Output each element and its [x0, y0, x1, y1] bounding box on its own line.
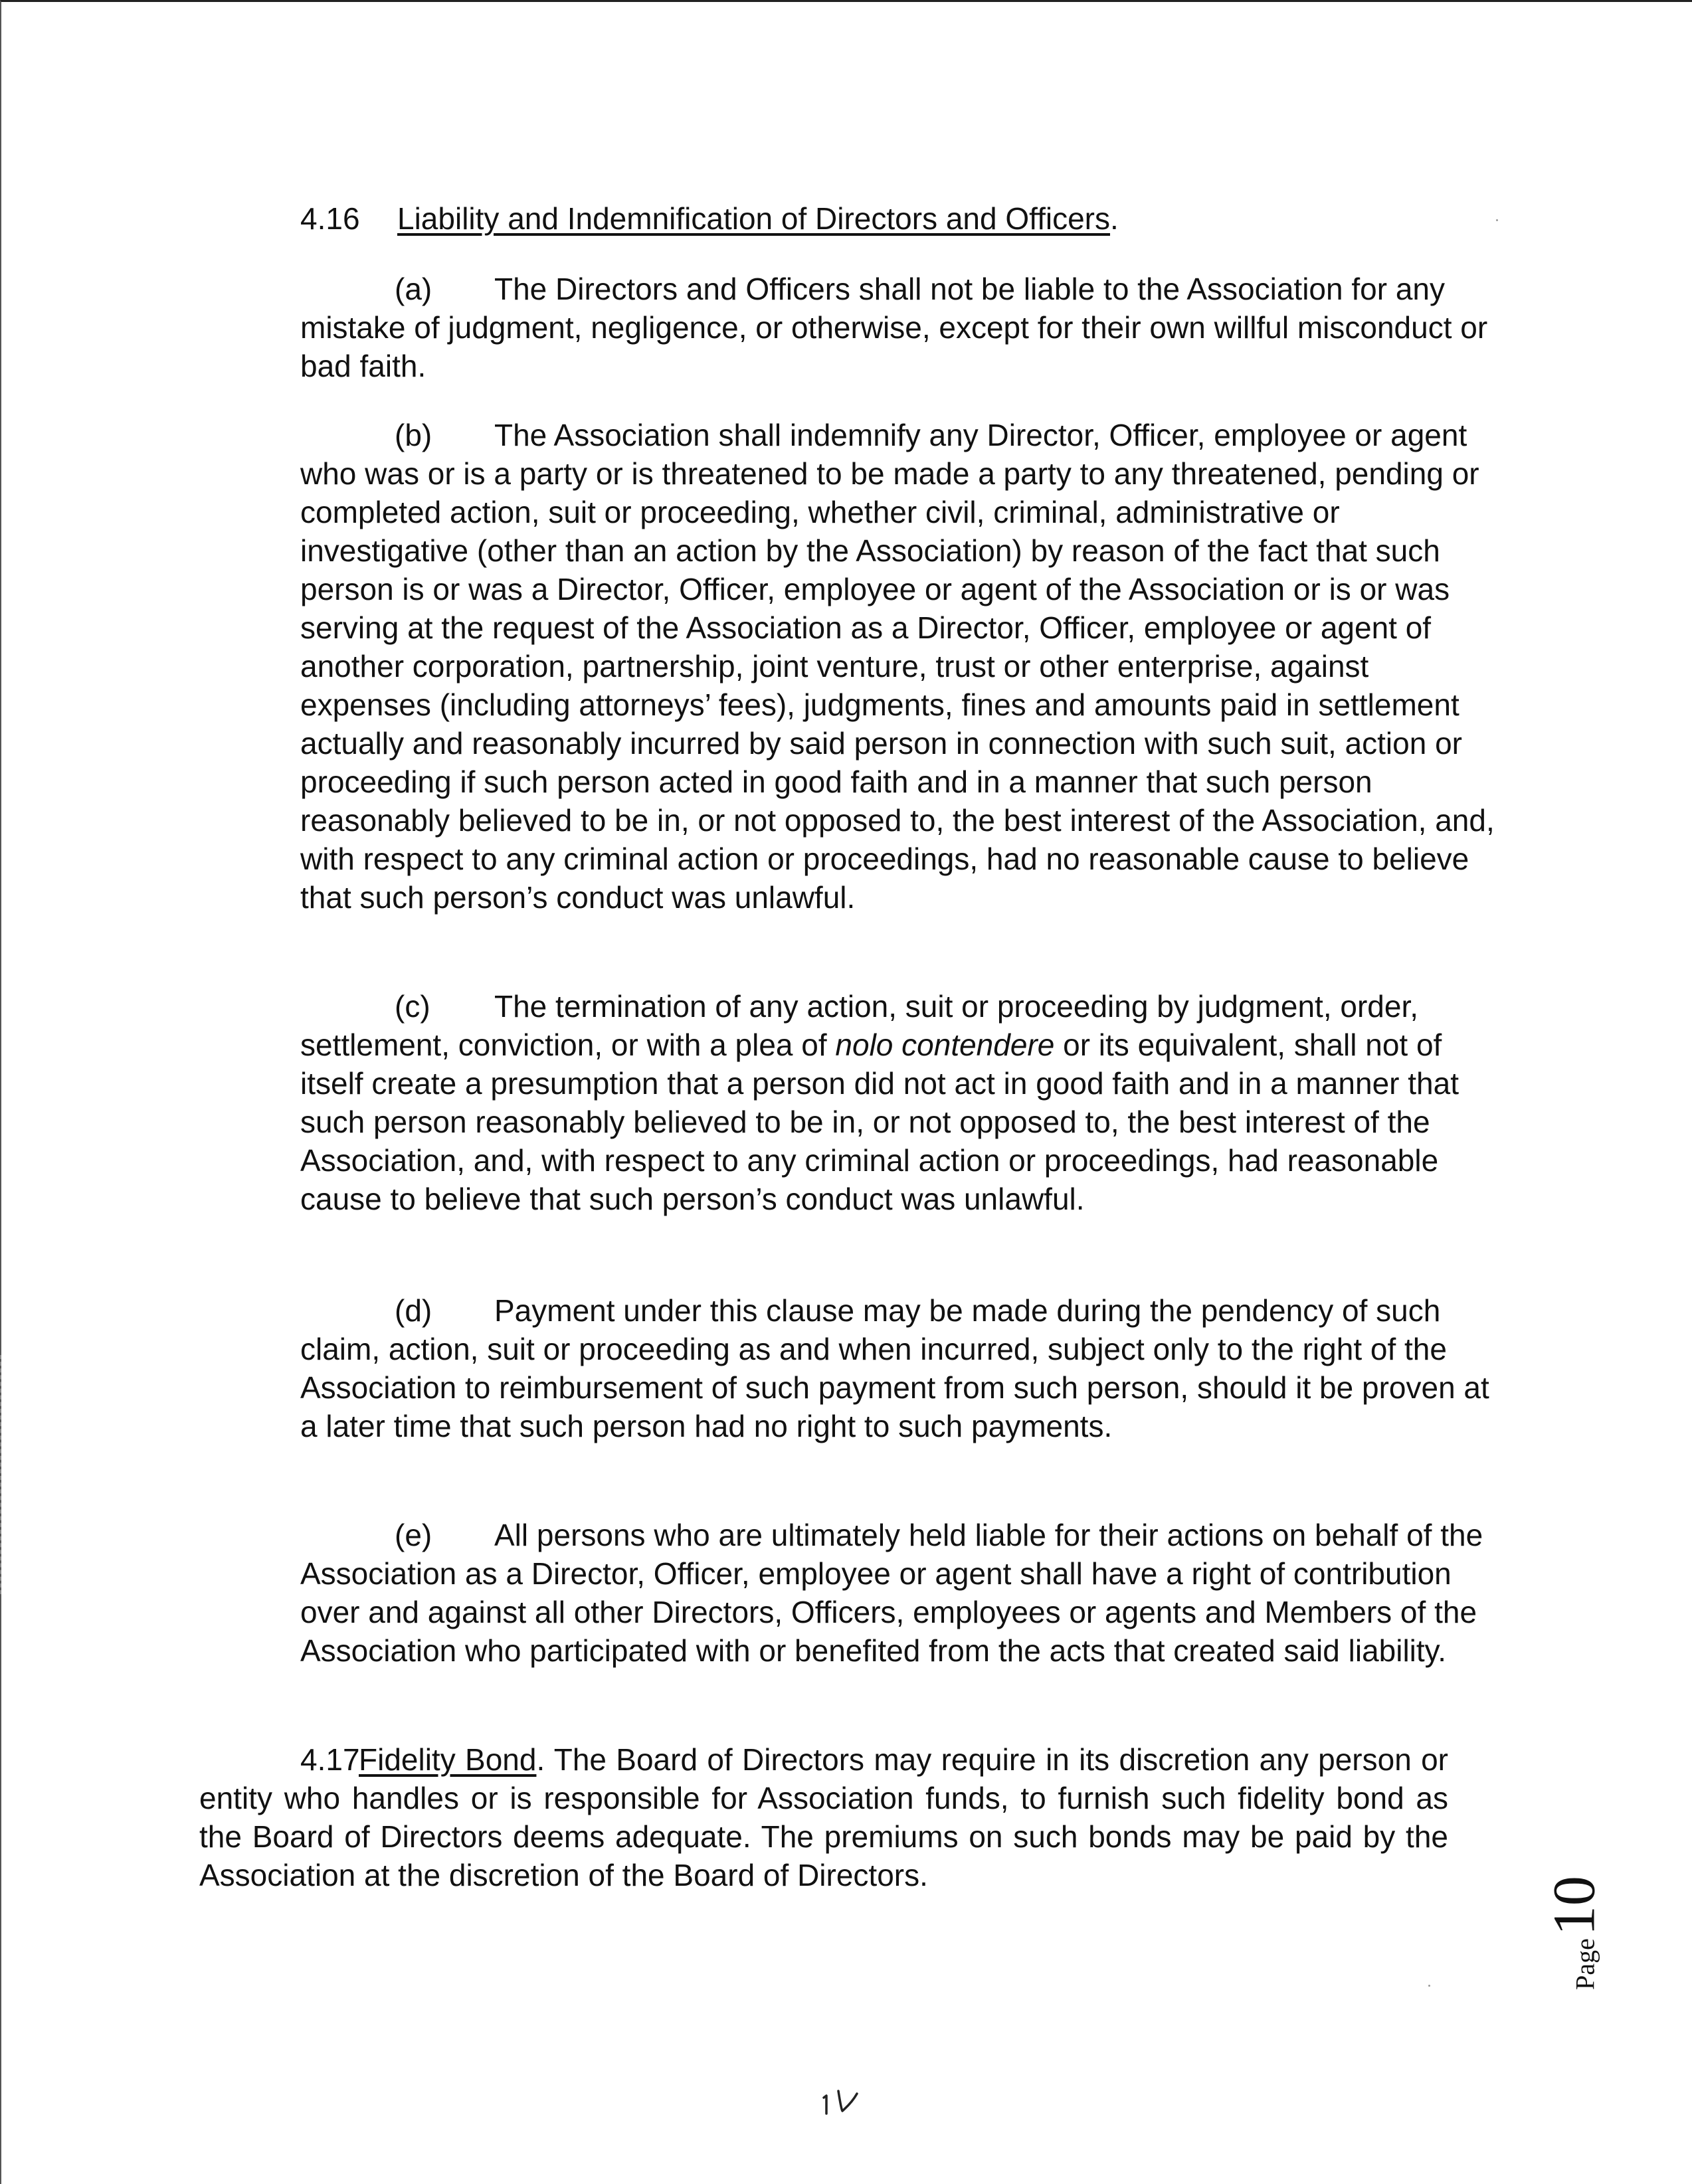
page-number: 10	[1541, 1876, 1608, 1936]
scan-speck	[1428, 1985, 1430, 1987]
section-text: The Board of Directors may require in its discretion any person or entity who handles or is responsible for Association funds, to furnish such fidelity bond as the Board of Directors deems adequate. The premiums on such bonds may be paid by the Association at the discretion of the Board of Directors.	[199, 1742, 1448, 1892]
section-title: Fidelity Bond	[359, 1742, 537, 1777]
paragraph-text: All persons who are ultimately held liable for their actions on behalf of the Association as a Director, Officer, employee or agent shall have a right of contribution over and against all other Directors, Officers, employees or agents and Members of the Association who participated with or benefited from the acts that created said liability.	[300, 1518, 1483, 1668]
section-4-16-heading	[300, 199, 1496, 238]
paragraph-label: (b)	[395, 418, 432, 452]
paragraph-e	[300, 1516, 1496, 1670]
paragraph-label: (e)	[395, 1518, 432, 1552]
paragraph-text-after: or its equivalent, shall not of itself create a presumption that a person did not act in good faith and in a manner that such person reasonably believed to be in, or not opposed to, the best interest of the Association, and, with respect to any criminal action or proceedings, had reasonable cause to believe that such person’s conduct was unlawful.	[300, 1028, 1459, 1216]
paragraph-text: The Directors and Officers shall not be liable to the Association for any mistake of judgment, negligence, or otherwise, except for their own willful misconduct or bad faith.	[300, 272, 1488, 383]
section-title: Liability and Indemnification of Directors and Officers	[397, 201, 1111, 236]
section-number: 4.17	[300, 1742, 360, 1777]
paragraph-label: (d)	[395, 1293, 432, 1328]
section-4-17	[199, 1740, 1448, 1894]
scan-edge-mark	[0, 1355, 5, 1594]
paragraph-c	[300, 987, 1496, 1218]
paragraph-label: (c)	[395, 989, 430, 1024]
paragraph-a	[300, 270, 1496, 385]
latin-term: nolo contendere	[835, 1028, 1055, 1062]
page-stamp-rotated	[1541, 1876, 1609, 1990]
paragraph-label: (a)	[395, 272, 432, 306]
page-number-stamp	[1535, 1853, 1614, 2013]
section-number: 4.16	[300, 201, 360, 236]
paragraph-text: Payment under this clause may be made during the pendency of such claim, action, suit or proceeding as and when incurred, subject only to the right of the Association to reimbursement of such payment from such person, should it be proven at a later time that such person had no right to such payments.	[300, 1293, 1489, 1443]
section-title-end: .	[1110, 201, 1119, 236]
paragraph-text-before: The termination of any action, suit or proceeding by judgment, order, settlement, conviction, or with a plea of	[300, 989, 1419, 1062]
handwritten-page-number	[818, 2084, 878, 2118]
paragraph-d	[300, 1291, 1496, 1445]
paragraph-text: The Association shall indemnify any Director, Officer, employee or agent who was or is a party or is threatened to be made a party to any threatened, pending or completed action, suit or proceeding, whether civil, criminal, administrative or investigative (other than an action by the Association) by reason of the fact that such person is or was a Director, Officer, employee or agent of the Association or is or was serving at the request of the Association as a Director, Officer, employee or agent of another corporation, partnership, joint venture, trust or other enterprise, against expenses (including attorneys’ fees), judgments, fines and amounts paid in settlement actually and reasonably incurred by said person in connection with such suit, action or proceeding if such person acted in good faith and in a manner that such person reasonably believed to be in, or not opposed to, the best interest of the Association, and, with respect to any criminal action or proceedings, had no reasonable cause to believe that such person’s conduct was unlawful.	[300, 418, 1495, 915]
section-title-end: .	[536, 1742, 545, 1777]
page-word: Page	[1570, 1938, 1600, 1990]
paragraph-b	[300, 416, 1496, 917]
scan-speck	[1496, 219, 1498, 221]
handwritten-number-drawing	[818, 2084, 878, 2118]
